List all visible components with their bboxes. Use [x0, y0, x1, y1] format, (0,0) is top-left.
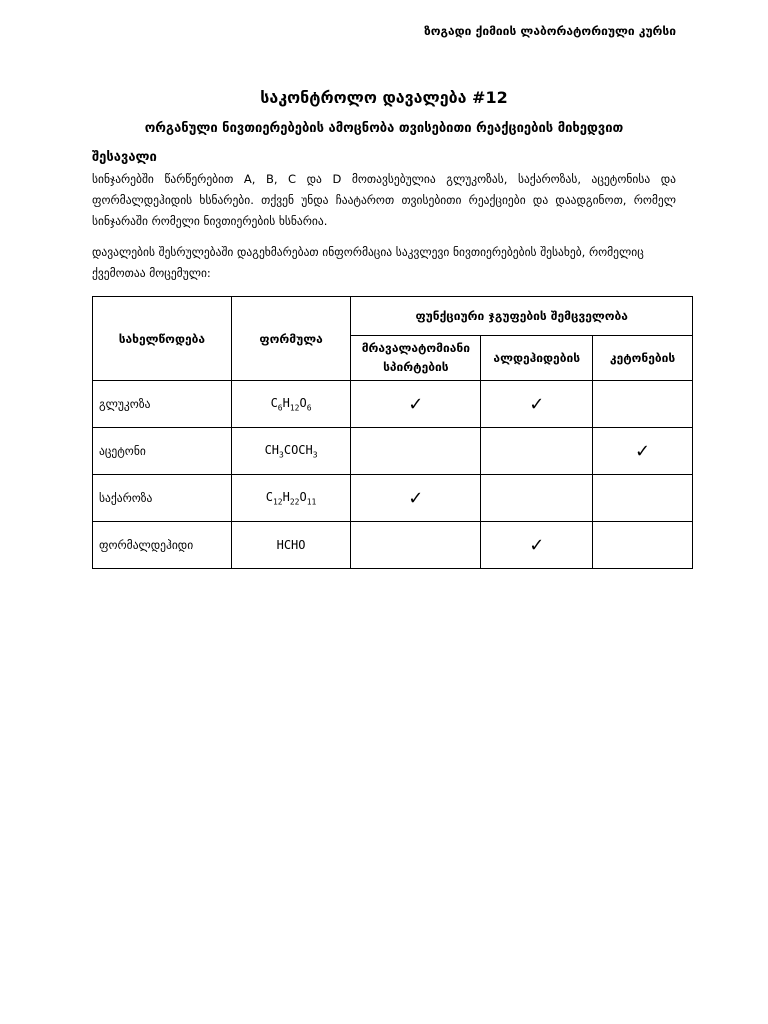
cell-aldehydes — [481, 522, 593, 569]
formula-text: CH — [264, 442, 280, 457]
column-header-formula: ფორმულა — [231, 297, 351, 381]
substance-name: ფორმალდეჰიდი — [93, 522, 232, 569]
intro-paragraph-2: დავალების შესრულებაში დაგეხმარებათ ინფორმაცია საკვლევი ნივთიერებების შესახებ, რომელიც ქვემოთაა მოცემული: — [92, 245, 644, 280]
table-row — [93, 428, 693, 475]
formula-text: O — [299, 489, 307, 504]
substance-name: საქაროზა — [93, 475, 232, 522]
table-row — [93, 522, 693, 569]
substance-formula — [231, 522, 351, 569]
substance-name: აცეტონი — [93, 428, 232, 475]
substance-formula — [231, 475, 351, 522]
page-subtitle: ორგანული ნივთიერებების ამოცნობა თვისებითი რეაქციების მიხედვით — [144, 121, 624, 136]
substance-name: გლუკოზა — [93, 381, 232, 428]
table-row — [93, 381, 693, 428]
formula-subscript: 11 — [306, 497, 317, 507]
formula-text: HCHO — [276, 538, 306, 552]
cell-aldehydes — [481, 381, 593, 428]
formula-text: C — [270, 395, 278, 410]
cell-aldehydes — [481, 475, 593, 522]
formula-subscript: 12 — [289, 403, 300, 413]
formula-subscript: 22 — [289, 497, 300, 507]
subcolumn-header-aldehydes: ალდეჰიდების — [481, 336, 593, 381]
cell-polyalcohols — [351, 522, 481, 569]
formula-subscript: 6 — [306, 403, 312, 413]
formula-text: H — [282, 489, 290, 504]
cell-polyalcohols — [351, 381, 481, 428]
checkmark-icon: ✓ — [529, 393, 545, 415]
column-header-functional-groups: ფუნქციური ჯგუფების შემცველობა — [351, 297, 693, 336]
course-header: ზოგადი ქიმიის ლაბორატორიული კურსი — [424, 24, 676, 38]
cell-ketones — [593, 381, 693, 428]
substances-table — [92, 296, 693, 569]
substance-formula — [231, 428, 351, 475]
formula-subscript: 3 — [312, 450, 318, 460]
cell-polyalcohols — [351, 428, 481, 475]
formula-subscript: 3 — [279, 450, 284, 460]
checkmark-icon: ✓ — [408, 393, 424, 415]
column-header-name: სახელწოდება — [93, 297, 232, 381]
cell-aldehydes — [481, 428, 593, 475]
formula-text: O — [299, 395, 307, 410]
page-title: საკონტროლო დავალება #12 — [260, 88, 508, 107]
checkmark-icon: ✓ — [529, 534, 545, 556]
checkmark-icon: ✓ — [408, 487, 424, 509]
formula-text: H — [282, 395, 290, 410]
intro-paragraph-1: სინჯარებში წარწერებით A, B, C და D მოთავსებულია გლუკოზას, საქაროზას, აცეტონისა და ფორმალდეჰიდის ხსნარები. თქვენ უნდა ჩაატაროთ თვისებითი რეაქციები და დაადგინოთ, რომელ სინჯარაში რომელი ნივთიერების ხსნარია. — [92, 172, 676, 228]
subcolumn-header-ketones: კეტონების — [593, 336, 693, 381]
cell-polyalcohols — [351, 475, 481, 522]
cell-ketones — [593, 428, 693, 475]
table-row — [93, 475, 693, 522]
cell-ketones — [593, 522, 693, 569]
intro-heading: შესავალი — [92, 150, 157, 165]
formula-subscript: 12 — [272, 497, 283, 507]
formula-text: COCH — [283, 442, 313, 457]
formula-text: C — [265, 489, 273, 504]
cell-ketones — [593, 475, 693, 522]
substance-formula — [231, 381, 351, 428]
subcolumn-header-polyalcohols: მრავალატომიანი სპირტების — [351, 336, 481, 381]
checkmark-icon: ✓ — [635, 440, 651, 462]
formula-subscript: 6 — [277, 403, 283, 413]
